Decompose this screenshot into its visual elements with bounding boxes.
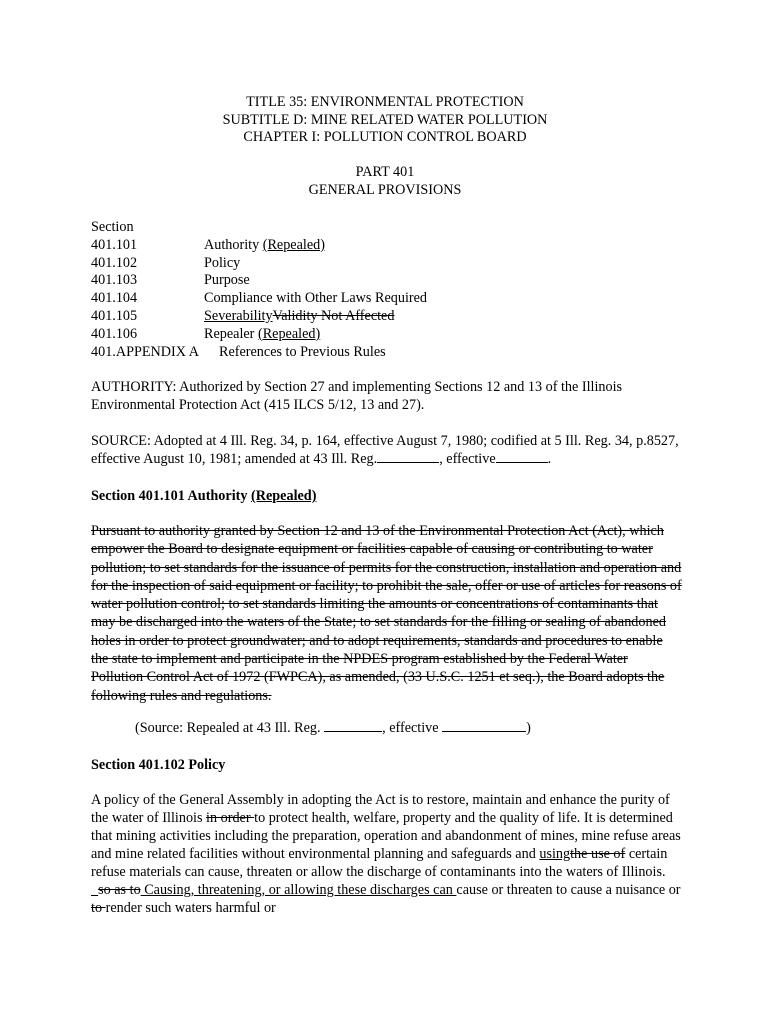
toc-row [91, 290, 427, 308]
toc-section-number: 401.104 [91, 290, 138, 307]
document-header [0, 94, 770, 200]
toc-added-text: (Repealed) [262, 236, 325, 253]
toc-section-title: Repealer [204, 325, 258, 342]
source-end: . [547, 451, 552, 467]
toc-section-title: Authority [204, 236, 263, 253]
toc-section-number: 401.103 [91, 272, 138, 289]
source-note [91, 432, 683, 468]
toc-added-text: Severability [204, 307, 273, 324]
body-text: cause or threaten to cause a nuisance or [456, 882, 681, 898]
authority-note: AUTHORITY: Authorized by Section 27 and implementing Sections 12 and 13 of the Illinois Environmental Protection Act (415 ILCS 5/12, 13 and 27). [91, 379, 623, 413]
added-text: using [539, 846, 571, 862]
section-401-102-text [91, 791, 683, 917]
toc-heading: Section [91, 219, 134, 235]
deleted-text: in order [206, 810, 255, 826]
chapter-line: CHAPTER I: POLLUTION CONTROL BOARD [243, 129, 527, 146]
deleted-text: so as to [98, 882, 141, 898]
part-title: GENERAL PROVISIONS [308, 181, 462, 198]
body-text: render such waters harmful or [105, 900, 276, 916]
source-text: SOURCE: Adopted at 4 Ill. Reg. 34, p. 164, effective August 7, 1980; codified at 5 Ill. Reg. 34, p.8527, effective August 10, 1981; amended at 43 Ill. Reg. [91, 433, 679, 467]
toc-section-title: References to Previous Rules [219, 343, 386, 360]
deleted-text: the use of [570, 846, 626, 862]
toc-section-number: 401.105 [91, 307, 138, 324]
source-prefix: (Source: Repealed at 43 Ill. Reg. [135, 720, 325, 736]
toc-section-number: 401.101 [91, 236, 138, 253]
toc-row [91, 344, 427, 362]
added-text: Causing, threatening, or allowing these discharges can [140, 882, 457, 898]
toc-row [91, 237, 427, 255]
toc-section-title: Purpose [204, 272, 250, 289]
toc-section-number: 401.APPENDIX A [91, 343, 199, 360]
section-heading-text: Section 401.101 Authority [91, 488, 252, 504]
toc-row [91, 326, 427, 344]
body-text: A policy of the General Assembly in adopting the Act is to restore, maintain and enhance the purity of the water of Illinois [91, 792, 670, 826]
deleted-text: to [91, 900, 106, 916]
toc-row [91, 308, 427, 326]
blank-line [496, 450, 548, 463]
title-line: TITLE 35: ENVIRONMENTAL PROTECTION [246, 94, 524, 110]
blank-line [377, 450, 439, 463]
body-text: to protect health, welfare, property and the quality of life. It is determined that mining activities including the preparation, operation and abandonment of mines, mine refuse areas and mine related facilities without environmental planning and safeguards and [91, 810, 681, 862]
section-401-101-heading [91, 487, 683, 505]
source-effective: , effective [382, 720, 443, 736]
body-text: certain refuse materials can cause, threaten or allow the discharge of contaminants into the waters of Illinois. [91, 846, 668, 880]
blank-line [442, 719, 526, 732]
toc-added-text: (Repealed) [257, 325, 321, 342]
toc-deleted-text: Validity Not Affected [272, 307, 395, 324]
table-of-contents [91, 219, 427, 361]
source-suffix: ) [526, 720, 531, 736]
toc-row [91, 272, 427, 290]
toc-section-number: 401.106 [91, 325, 138, 342]
toc-section-title: Policy [204, 254, 241, 271]
section-401-101-source [135, 719, 695, 737]
source-effective: , effective [439, 451, 496, 467]
subtitle-line: SUBTITLE D: MINE RELATED WATER POLLUTION [222, 111, 548, 128]
toc-section-number: 401.102 [91, 254, 138, 271]
toc-row [91, 255, 427, 273]
blank-line [324, 719, 382, 732]
part-number: PART 401 [355, 164, 415, 181]
section-401-102-heading: Section 401.102 Policy [91, 757, 226, 773]
section-401-101-deleted-text: Pursuant to authority granted by Section 12 and 13 of the Environmental Protection Act (Act), which empower the Board to designate equipment or facilities capable of causing or contributing to water pollution; to set standards for the issuance of permits for the construction, installation and operation and for the inspection of said equipment or facility; to prohibit the sale, offer or use of articles for reasons of water pollution control; to set standards limiting the amounts or concentrations of contaminants that may be discharged into the waters of the State; to set standards for the filling or sealing of abandoned holes in order to protect groundwater; and to adopt requirements, standards and procedures to enable the state to implement and participate in the NPDES program established by the Federal Water Pollution Control Act of 1972 (FWPCA), as amended, (33 U.S.C. 1251 et seq.), the Board adopts the following rules and regulations. [91, 523, 682, 704]
toc-section-title: Compliance with Other Laws Required [204, 290, 428, 307]
section-heading-added: (Repealed) [251, 488, 317, 504]
